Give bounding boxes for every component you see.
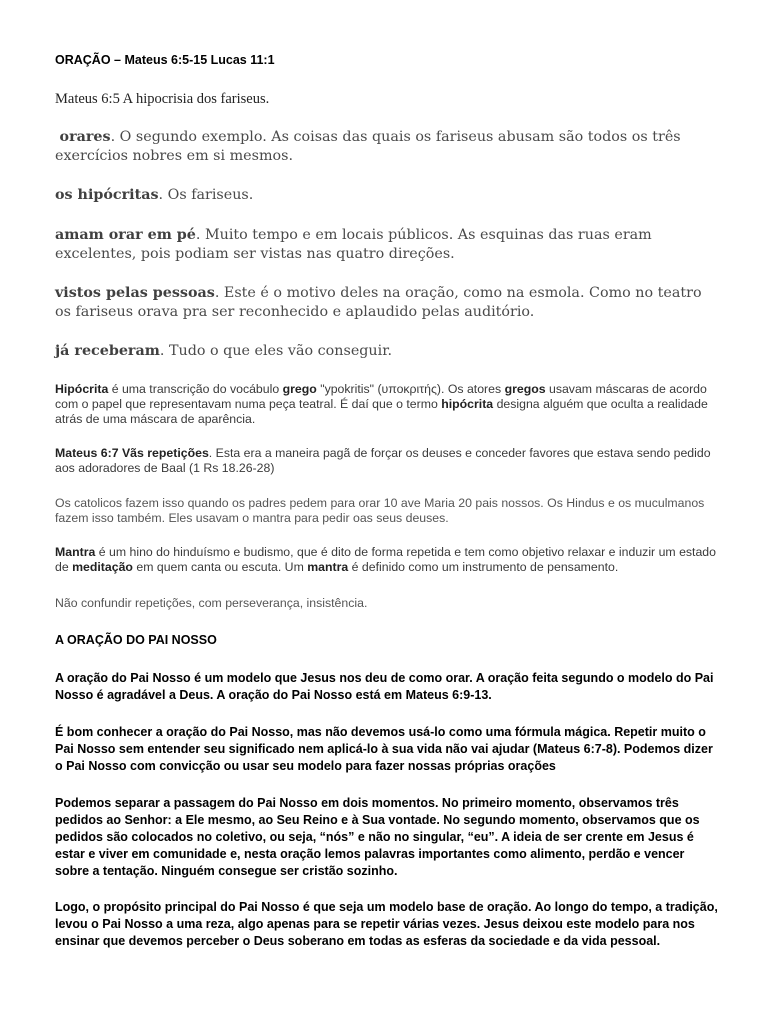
note-receberam <box>55 342 718 361</box>
mantra-paragraph <box>55 545 718 575</box>
bold-word: grego <box>282 382 317 396</box>
body-paragraph: Podemos separar a passagem do Pai Nosso em dois momentos. No primeiro momento, observamos três pedidos ao Senhor: a Ele mesmo, ao Seu Reino e à Sua vontade. No segundo momento, observamos que os pedidos são colocados no coletivo, ou seja, “nós” e não no singular, “eu”. A ideia de ser crente em Jesus é estar e viver em comunidade e, nesta oração lemos palavras importantes como alimento, perdão e vencer sobre a tentação. Ninguém consegue ser cristão sozinho. <box>55 796 700 878</box>
text-run: usavam máscaras de acordo com o papel que representavam numa peça teatral. É daí que o termo <box>55 382 707 411</box>
bold-word: gregos <box>504 382 546 396</box>
nao-confundir: Não confundir repetições, com perseverança, insistência. <box>55 596 368 610</box>
text-run: é definido como um instrumento de pensamento. <box>348 560 619 574</box>
text-run: . Esta era a maneira pagã de forçar os deuses e conceder favores que estava sendo pedido aos adoradores de Baal (1 Rs 18.26-28) <box>55 446 711 475</box>
note-text: . O segundo exemplo. As coisas das quais os fariseus abusam são todos os três exercícios nobres em si mesmos. <box>55 129 681 164</box>
subtitle: Mateus 6:5 A hipocrisia dos fariseus. <box>55 91 270 107</box>
body-paragraph: Logo, o propósito principal do Pai Nosso é que seja um modelo base de oração. Ao longo do tempo, a tradição, levou o Pai Nosso a uma reza, algo apenas para se repetir várias vezes. Jesus deixou este modelo para nos ensinar que devemos perceber o Deus soberano em todas as esferas da sociedade e da vida pessoal. <box>55 900 718 948</box>
text-run: "ypokritis" (υποκριτής). Os atores <box>316 382 505 396</box>
document-title <box>55 52 718 69</box>
hipocrita-paragraph <box>55 382 718 427</box>
note-term: amam orar em pé <box>55 227 196 243</box>
text-run: designa alguém que oculta a realidade atrás de uma máscara de aparência. <box>55 397 708 426</box>
note-vistos <box>55 284 718 322</box>
note-hipocritas <box>55 186 718 205</box>
text-run: é uma transcrição do vocábulo <box>108 382 283 396</box>
bold-word: Hipócrita <box>55 382 109 396</box>
note-text: . Tudo o que eles vão conseguir. <box>159 343 393 359</box>
text-run: em quem canta ou escuta. Um <box>132 560 308 574</box>
note-amam-orar <box>55 226 718 264</box>
note-term: já receberam <box>55 343 160 359</box>
section-heading: A ORAÇÃO DO PAI NOSSO <box>55 633 217 647</box>
note-orares <box>55 128 718 166</box>
text-run: é um hino do hinduísmo e budismo, que é dito de forma repetida e tem como objetivo relaxar e induzir um estado de <box>55 545 716 574</box>
bold-word: mantra <box>307 560 349 574</box>
note-term: vistos pelas pessoas <box>55 285 215 301</box>
note-term: os hipócritas <box>55 187 159 203</box>
body-paragraph: É bom conhecer a oração do Pai Nosso, mas não devemos usá-lo como uma fórmula mágica. Repetir muito o Pai Nosso sem entender seu significado nem aplicá-lo à sua vida não vai ajudar (Mateus 6:7-8). Podemos dizer o Pai Nosso com convicção ou usar seu modelo para fazer nossas próprias orações <box>55 725 713 773</box>
note-text: . Muito tempo e em locais públicos. As esquinas das ruas eram excelentes, pois podiam ser vistas nas quatro direções. <box>55 227 652 262</box>
catolicos-paragraph: Os catolicos fazem isso quando os padres pedem para orar 10 ave Maria 20 pais nossos. Os Hindus e os muculmanos fazem isso também. Eles usavam o mantra para pedir oas seus deuses. <box>55 496 705 525</box>
note-text: . Os fariseus. <box>158 187 254 203</box>
note-text: . Este é o motivo deles na oração, como na esmola. Como no teatro os fariseus orava pra ser reconhecido e aplaudido pelas auditório. <box>55 285 702 320</box>
title-label: ORAÇÃO <box>55 53 111 67</box>
bold-word: hipócrita <box>441 397 494 411</box>
bold-word: meditação <box>72 560 133 574</box>
title-references: – Mateus 6:5-15 Lucas 11:1 <box>114 53 275 67</box>
note-term: orares <box>59 129 111 145</box>
bold-word: Mateus 6:7 Vãs repetições <box>55 446 209 460</box>
body-paragraph: A oração do Pai Nosso é um modelo que Jesus nos deu de como orar. A oração feita segundo o modelo do Pai Nosso é agradável a Deus. A oração do Pai Nosso está em Mateus 6:9-13. <box>55 671 714 702</box>
bold-word: Mantra <box>55 545 96 559</box>
vas-repeticoes-paragraph <box>55 446 718 476</box>
